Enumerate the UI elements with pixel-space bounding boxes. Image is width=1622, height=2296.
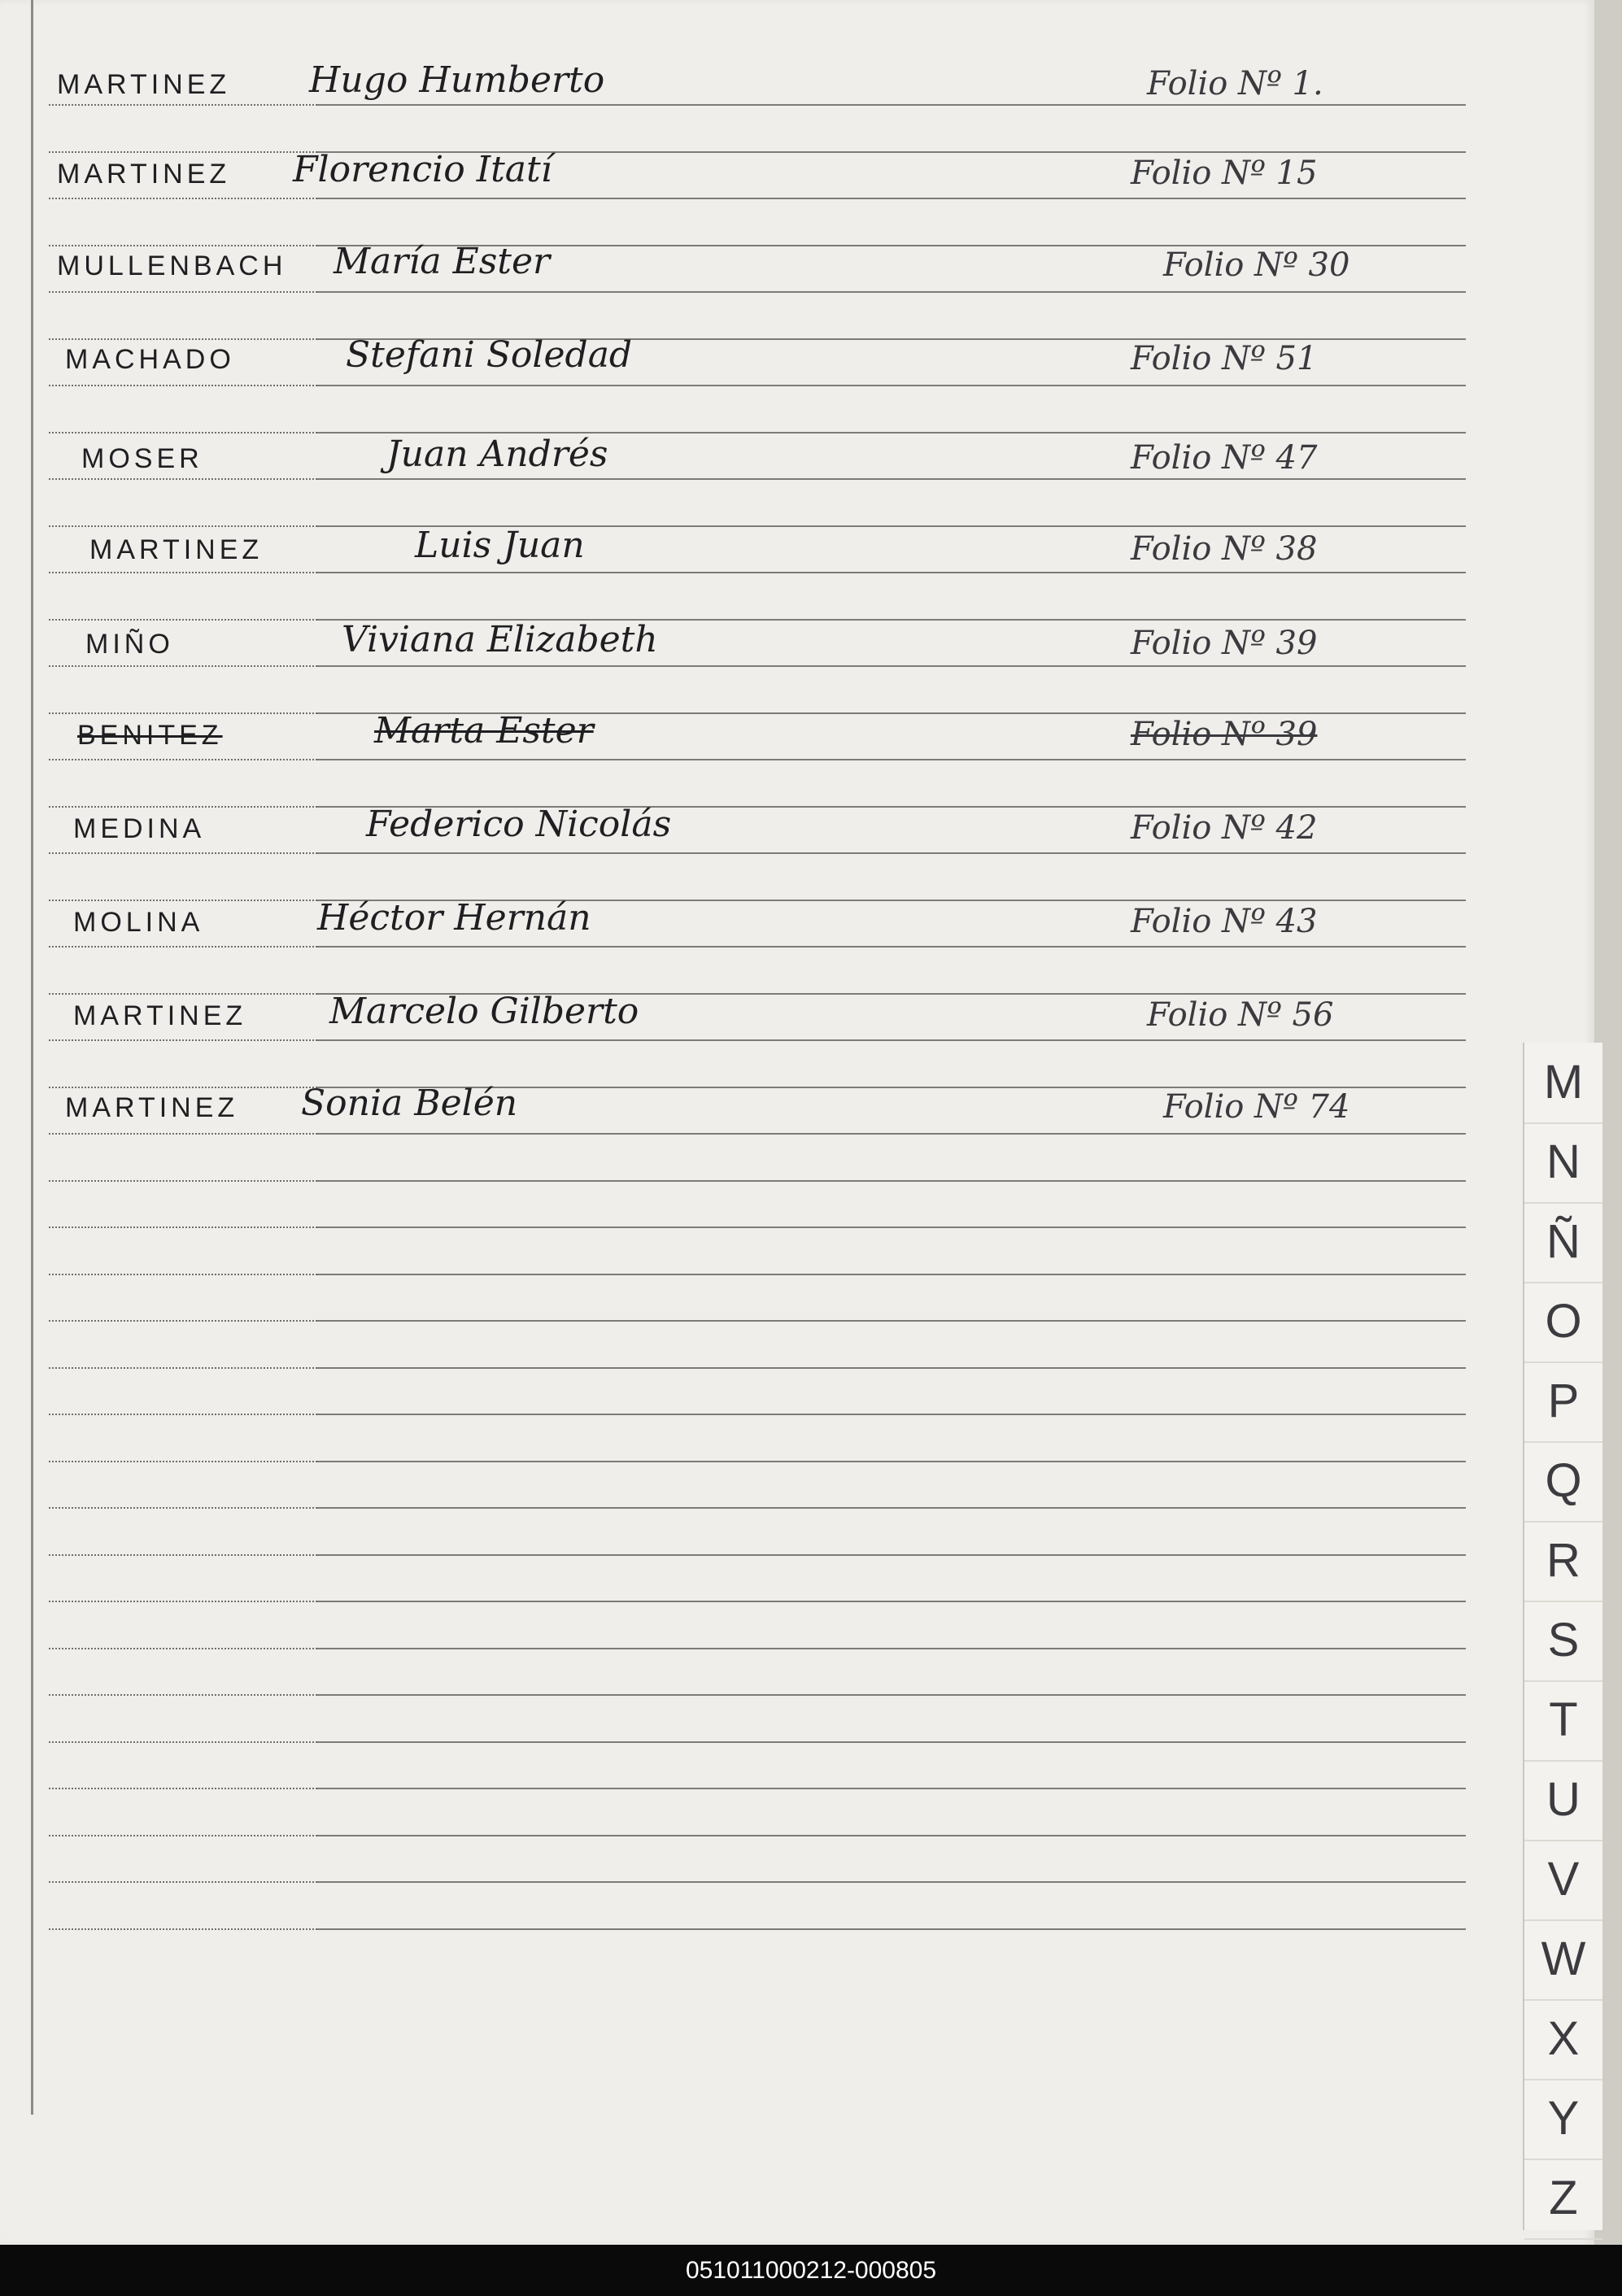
surname: MARTINEZ: [89, 534, 264, 565]
tab-letter-r[interactable]: R: [1524, 1521, 1602, 1602]
tab-letter-v[interactable]: V: [1524, 1840, 1602, 1921]
folio: Folio Nº 42: [1131, 809, 1318, 847]
tab-letter-m[interactable]: M: [1524, 1043, 1602, 1124]
document-code: 051011000212-000805: [685, 2257, 937, 2284]
margin-line: [31, 0, 33, 2115]
surname: MARTINEZ: [65, 1092, 239, 1123]
given-name: Marta Ester: [374, 710, 594, 752]
surname: MARTINEZ: [57, 69, 231, 100]
surname: MOSER: [81, 443, 203, 474]
given-name: Sonia Belén: [301, 1083, 518, 1124]
folio: Folio Nº 56: [1147, 996, 1334, 1034]
tab-letter-q[interactable]: Q: [1524, 1441, 1602, 1523]
folio: Folio Nº 47: [1131, 439, 1318, 477]
register-entry: [57, 793, 1424, 850]
register-entry: [57, 699, 1424, 756]
surname: BENITEZ: [77, 720, 223, 751]
register-entry: [57, 423, 1424, 480]
tab-letter-p[interactable]: P: [1524, 1361, 1602, 1443]
folio: Folio Nº 43: [1131, 903, 1318, 940]
tab-letter-x[interactable]: X: [1524, 1999, 1602, 2080]
given-name: Marcelo Gilberto: [329, 991, 639, 1032]
scan-footer: [0, 2245, 1622, 2296]
alphabet-index-tabs: [1523, 1043, 1602, 2230]
given-name: Federico Nicolás: [366, 804, 672, 845]
tab-letter-n[interactable]: N: [1524, 1122, 1602, 1204]
folio: Folio Nº 39: [1131, 716, 1318, 753]
given-name: Luis Juan: [415, 525, 585, 566]
tab-letter-y[interactable]: Y: [1524, 2079, 1602, 2160]
tab-letter-z[interactable]: Z: [1524, 2159, 1602, 2240]
surname: MOLINA: [73, 907, 204, 938]
tab-letter-w[interactable]: W: [1524, 1919, 1602, 2001]
given-name: Juan Andrés: [386, 433, 608, 475]
given-name: Hugo Humberto: [309, 59, 605, 101]
folio: Folio Nº 39: [1131, 625, 1318, 662]
surname: MEDINA: [73, 813, 206, 844]
surname: MULLENBACH: [57, 251, 287, 281]
folio: Folio Nº 38: [1131, 530, 1318, 568]
tab-letter-o[interactable]: O: [1524, 1282, 1602, 1363]
register-entry: [57, 980, 1424, 1037]
register-entry: [57, 324, 1424, 381]
surname: MARTINEZ: [57, 159, 231, 190]
tab-letter-t[interactable]: T: [1524, 1680, 1602, 1762]
folio: Folio Nº 51: [1131, 340, 1318, 377]
given-name: Héctor Hernán: [317, 897, 591, 939]
register-entry: [57, 1072, 1424, 1129]
given-name: Stefani Soledad: [346, 334, 633, 376]
register-entry: [57, 138, 1424, 195]
register-entry: [57, 514, 1424, 571]
surname: MIÑO: [85, 629, 174, 660]
tab-letter-n-tilde[interactable]: Ñ: [1524, 1202, 1602, 1283]
given-name: María Ester: [334, 241, 551, 282]
given-name: Florencio Itatí: [293, 149, 552, 190]
tab-letter-u[interactable]: U: [1524, 1760, 1602, 1841]
folio: Folio Nº 15: [1131, 155, 1318, 192]
folio: Folio Nº 74: [1163, 1088, 1350, 1126]
tab-letter-s[interactable]: S: [1524, 1601, 1602, 1682]
surname: MARTINEZ: [73, 1000, 247, 1031]
surname: MACHADO: [65, 344, 235, 375]
folio: Folio Nº 1.: [1147, 65, 1323, 102]
folio: Folio Nº 30: [1163, 246, 1350, 284]
given-name: Viviana Elizabeth: [342, 619, 658, 660]
register-entry: [57, 887, 1424, 943]
register-entry: [57, 608, 1424, 665]
register-entry: [57, 230, 1424, 287]
register-entry: [57, 49, 1424, 106]
